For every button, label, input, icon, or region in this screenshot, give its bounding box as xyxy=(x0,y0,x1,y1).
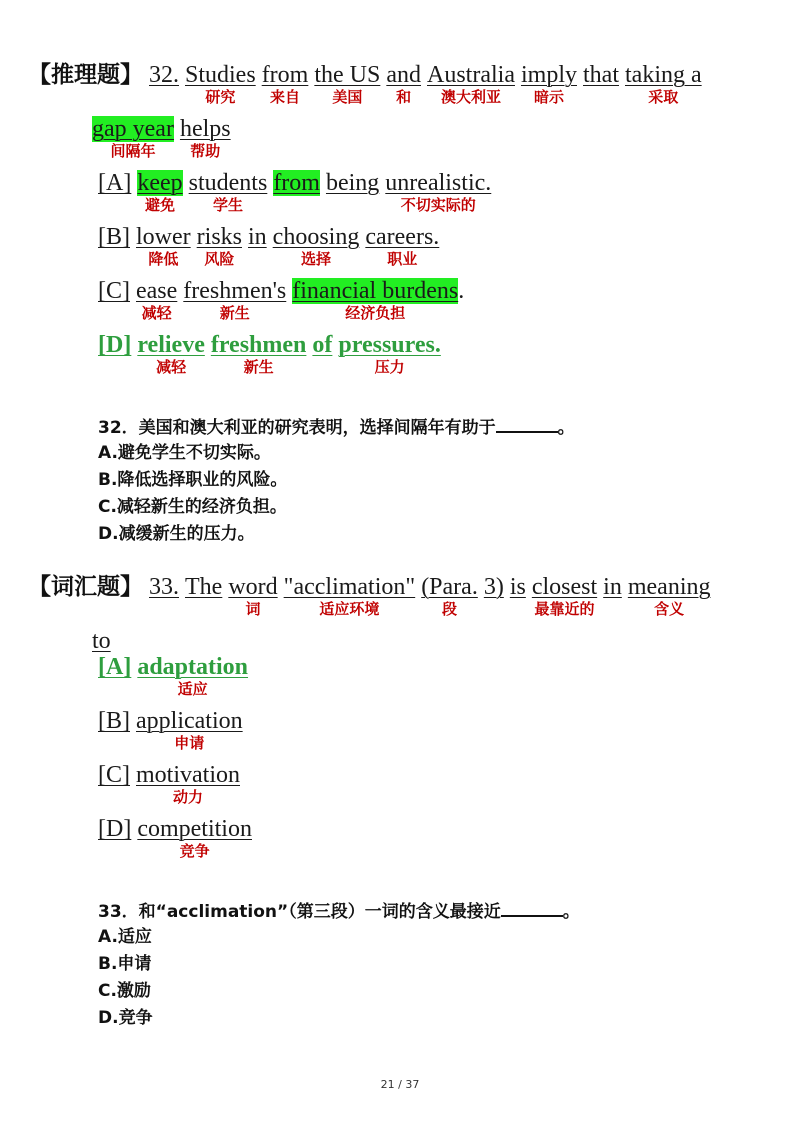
q32-option-b xyxy=(98,222,440,268)
word: freshmen 新生 xyxy=(210,332,307,376)
word: helps 帮助 xyxy=(179,116,231,160)
word: being xyxy=(325,170,380,196)
word: competition 竞争 xyxy=(137,816,252,860)
page-number xyxy=(0,1078,800,1091)
word: risks 风险 xyxy=(196,224,242,268)
q33-option-a-correct xyxy=(98,652,249,698)
word-highlighted: keep 避免 xyxy=(137,170,183,214)
q33-option-c xyxy=(98,760,240,806)
answer-blank xyxy=(496,413,558,433)
option-letter: [B] xyxy=(98,224,130,250)
word: is xyxy=(509,574,526,600)
q33-translation-b: B.申请 xyxy=(98,954,152,974)
word: careers. 职业 xyxy=(365,224,440,268)
q32-translation-a: A.避免学生不切实际。 xyxy=(98,443,271,463)
word: The xyxy=(185,574,223,600)
q33-type-tag: 【词汇题】 xyxy=(28,574,143,600)
word: the US 美国 xyxy=(314,62,381,106)
q32-translation-d: D.减缓新生的压力。 xyxy=(98,524,255,544)
option-letter: [B] xyxy=(98,708,130,734)
word: ease 减轻 xyxy=(136,278,178,322)
word: meaning 含义 xyxy=(627,574,711,618)
word: lower 降低 xyxy=(136,224,191,268)
q33-translation-c: C.激励 xyxy=(98,981,151,1001)
current-page: 21 xyxy=(380,1078,395,1091)
q32-option-d-correct xyxy=(98,330,441,376)
q33-option-b xyxy=(98,706,243,752)
word: Australia 澳大利亚 xyxy=(427,62,515,106)
word: taking a 采取 xyxy=(625,62,702,106)
word: in xyxy=(603,574,622,600)
q33-option-d xyxy=(98,814,252,860)
total-pages: 37 xyxy=(405,1078,420,1091)
word: adaptation 适应 xyxy=(137,654,249,698)
q33-translation-stem: 33．和“acclimation”（第三段）一词的含义最接近 。 xyxy=(98,897,580,925)
option-letter: [D] xyxy=(98,816,132,842)
word: "acclimation" 适应环境 xyxy=(283,574,416,618)
q33-translation-a: A.适应 xyxy=(98,927,152,947)
q32-translation-stem: 32．美国和澳大利亚的研究表明，选择间隔年有助于 。 xyxy=(98,413,575,441)
q32-option-c: [C] ease 减轻 freshmen's 新生 financial burdens 经济负担 . xyxy=(98,278,465,322)
q32-translation-b: B.降低选择职业的风险。 xyxy=(98,470,288,490)
option-letter: [C] xyxy=(98,762,130,788)
option-letter: [D] xyxy=(98,332,132,358)
q32-translation-c: C.减轻新生的经济负担。 xyxy=(98,497,287,517)
option-letter: [A] xyxy=(98,654,132,680)
q33-translation-d: D.竞争 xyxy=(98,1008,153,1028)
word: 32. xyxy=(149,62,179,88)
word: imply 暗示 xyxy=(520,62,577,106)
word: application 申请 xyxy=(136,708,243,752)
q32-type-tag: 【推理题】 xyxy=(28,62,143,88)
word: unrealistic. 不切实际的 xyxy=(385,170,492,214)
q33-stem-line-1 xyxy=(28,572,711,618)
word: choosing 选择 xyxy=(272,224,360,268)
word: to xyxy=(92,628,111,654)
word: of xyxy=(312,332,333,358)
word: closest 最靠近的 xyxy=(531,574,598,618)
option-letter: [C] xyxy=(98,278,130,304)
word: relieve 减轻 xyxy=(137,332,205,376)
word: Studies 研究 xyxy=(185,62,256,106)
word: from 来自 xyxy=(261,62,309,106)
word: students 学生 xyxy=(188,170,268,214)
word: 3) xyxy=(483,574,504,600)
word-highlighted: gap year 间隔年 xyxy=(92,116,174,160)
word: in xyxy=(248,224,267,250)
word: pressures. 压力 xyxy=(338,332,441,376)
word: that xyxy=(583,62,619,88)
q32-stem-line-1 xyxy=(28,60,702,106)
word: (Para. 段 xyxy=(421,574,478,618)
page-separator: / xyxy=(398,1078,402,1091)
option-letter: [A] xyxy=(98,170,132,196)
word-highlighted: from xyxy=(273,170,320,196)
word-highlighted: financial burdens 经济负担 xyxy=(292,278,459,322)
answer-blank xyxy=(501,897,563,917)
word: and 和 xyxy=(386,62,421,106)
word: motivation 动力 xyxy=(136,762,240,806)
word: word 词 xyxy=(228,574,278,618)
q32-stem-line-2 xyxy=(92,114,231,160)
q32-option-a xyxy=(98,168,492,214)
word: freshmen's 新生 xyxy=(183,278,287,322)
word: 33. xyxy=(149,574,179,600)
